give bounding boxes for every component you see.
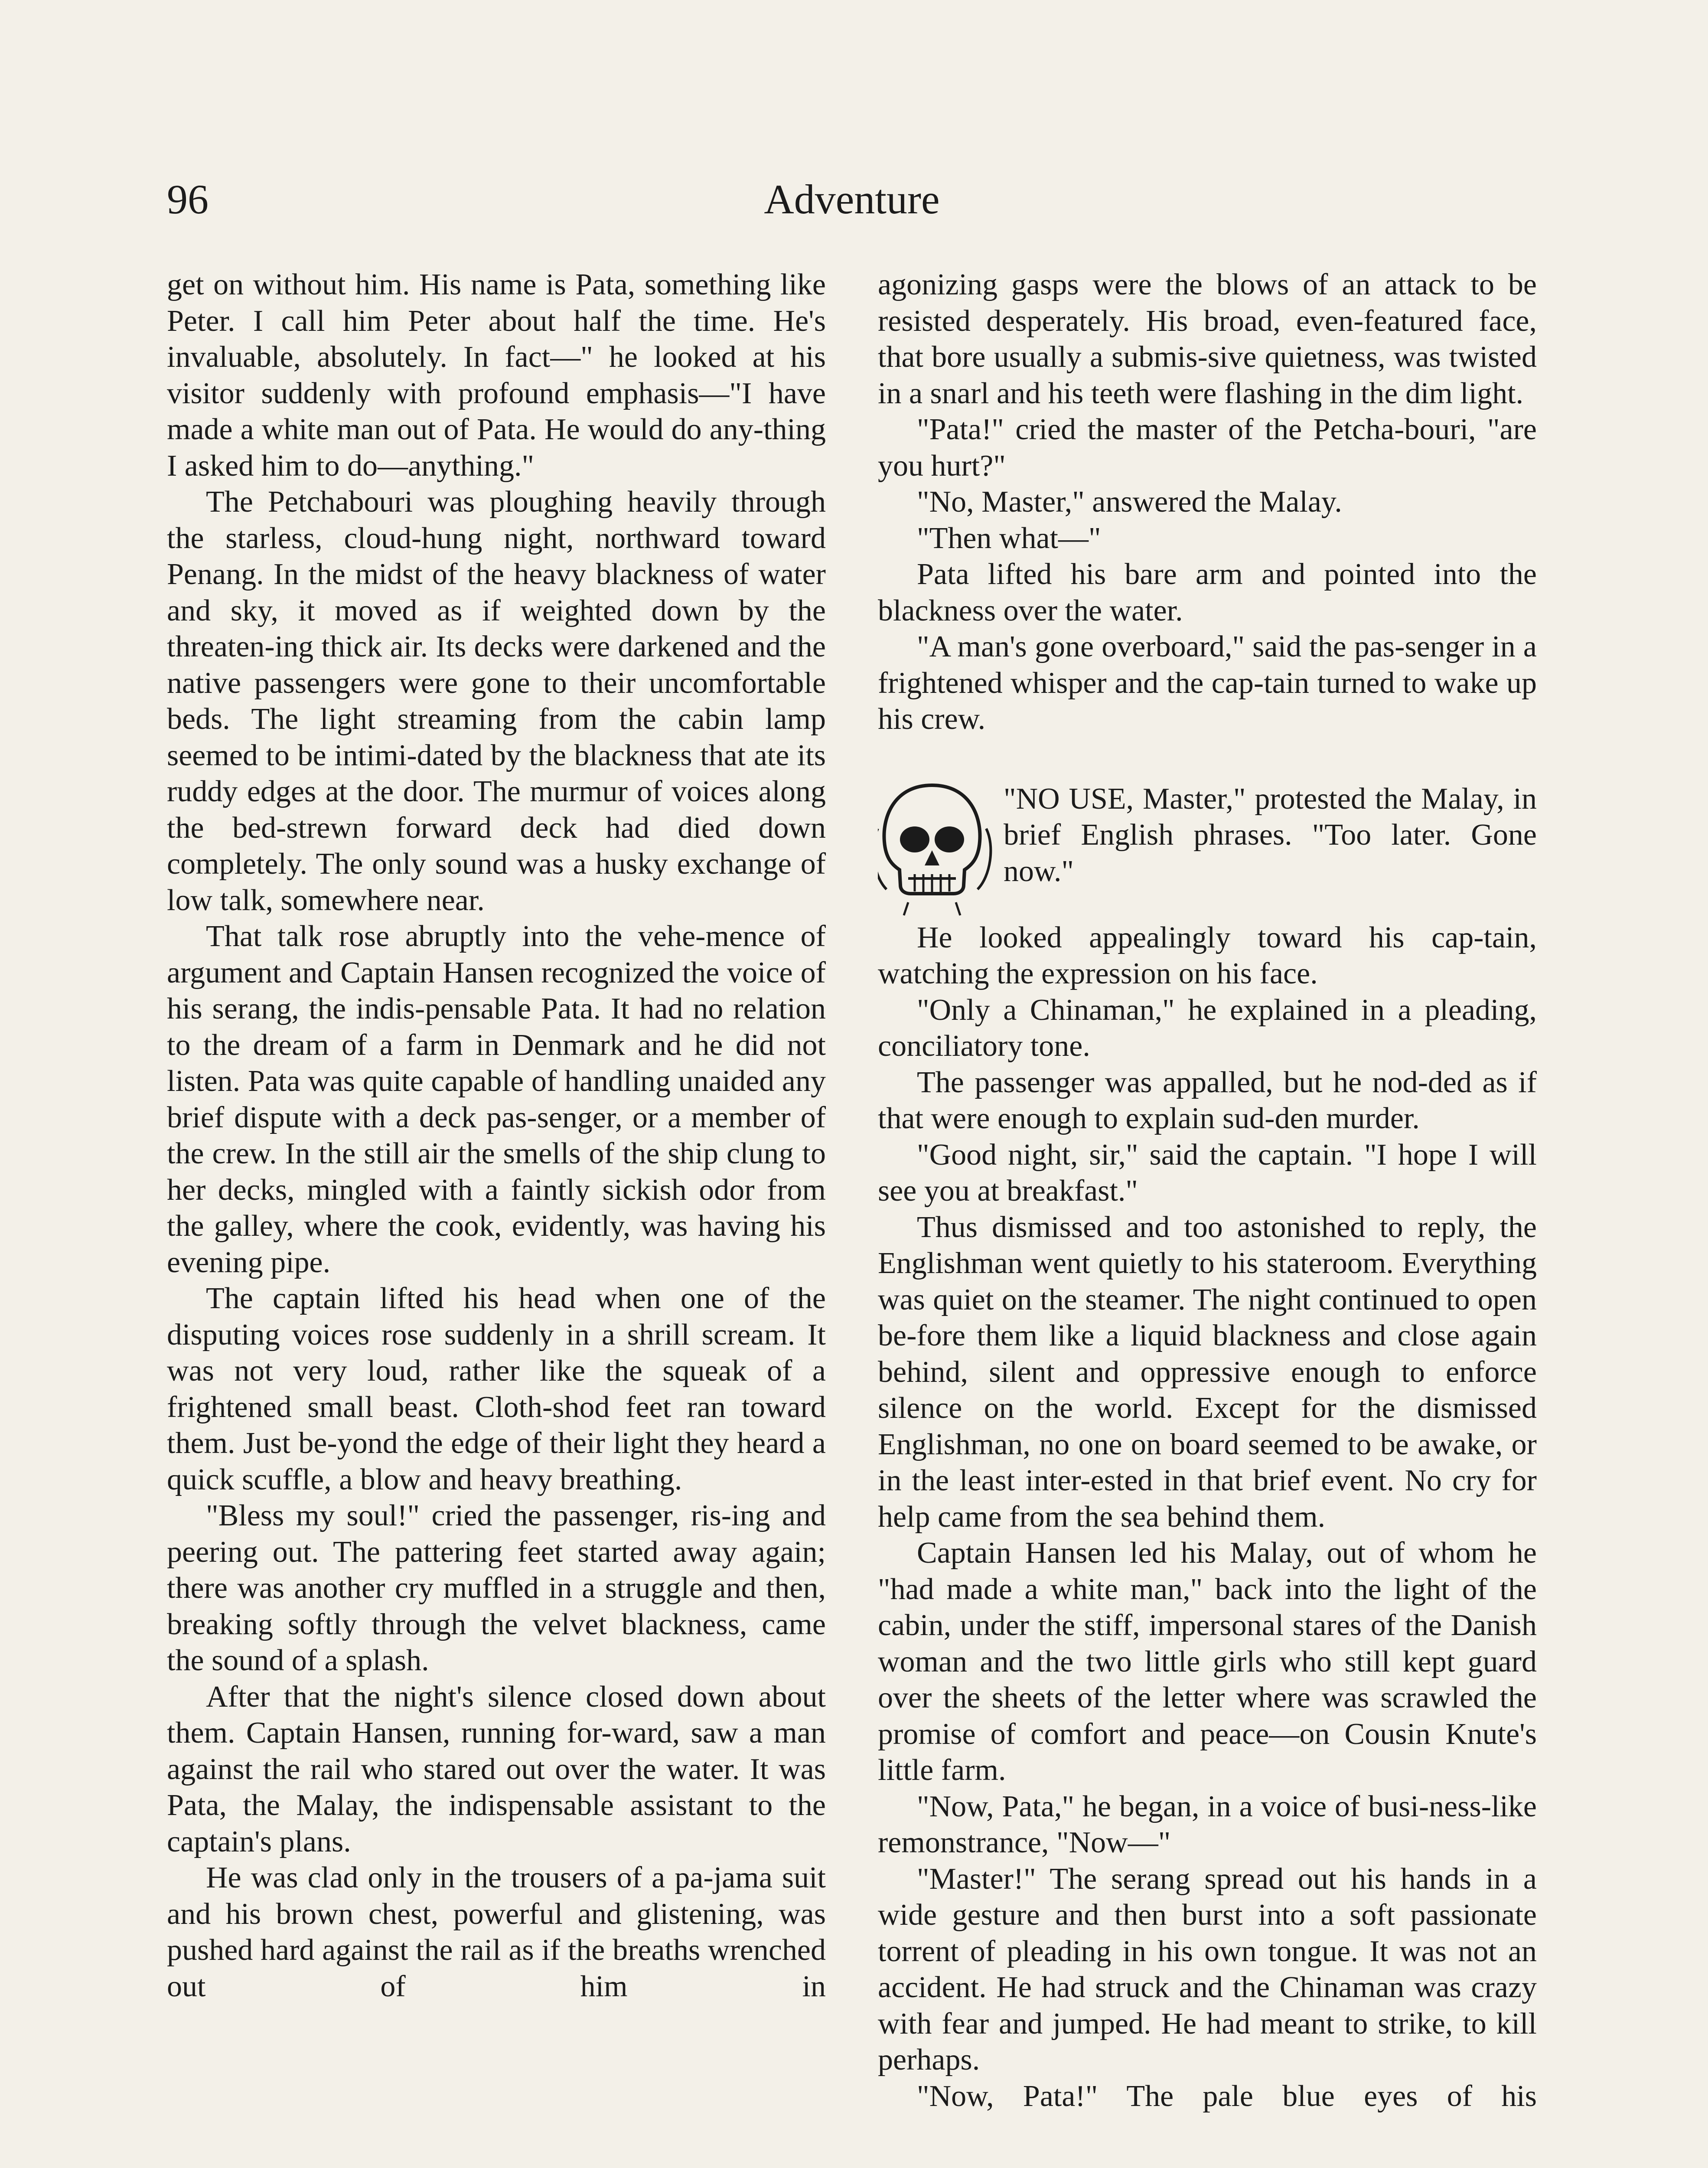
running-title: Adventure xyxy=(764,176,940,222)
paragraph: Pata lifted his bare arm and pointed into the blackness over the water. xyxy=(878,558,1537,627)
paragraph: "Then what—" xyxy=(917,521,1101,555)
paragraph: agonizing gasps were the blows of an attack to be resisted desperately. His broad, even-featured face, that bore usually a submis-sive quietness, was twisted in a snarl and his teeth were flashing in the dim light. xyxy=(878,268,1537,410)
page-number: 96 xyxy=(167,176,209,222)
right-column xyxy=(878,267,1537,2114)
paragraph: "Only a Chinaman," he explained in a pleading, conciliatory tone. xyxy=(878,993,1537,1063)
paragraph: The Petchabouri was ploughing heavily through the starless, cloud-hung night, northward toward Penang. In the midst of the heavy blackness of water and sky, it moved as if weighted down by the threaten-ing thick air. Its decks were darkened and the native passengers were gone to their uncomfortable beds. The light streaming from the cabin lamp seemed to be intimi-dated by the blackness that ate its ruddy edges at the door. The murmur of voices along the bed-strewn forward deck had died down completely. The only sound was a husky exchange of low talk, somewhere near. xyxy=(167,485,826,917)
paragraph: "Pata!" cried the master of the Petcha-bouri, "are you hurt?" xyxy=(878,413,1537,483)
paragraph: "A man's gone overboard," said the pas-senger in a frightened whisper and the cap-tain turned to wake up his crew. xyxy=(878,630,1537,736)
paragraph: "Bless my soul!" cried the passenger, ris-ing and peering out. The pattering feet started away again; there was another cry muffled in a struggle and then, breaking softly through the velvet blackness, came the sound of a splash. xyxy=(167,1499,826,1677)
paragraph: get on without him. His name is Pata, something like Peter. I call him Peter about half the time. He's invaluable, absolutely. In fact—" he looked at his visitor suddenly with profound emphasis—"I have made a white man out of Pata. He would do any-thing I asked him to do—anything." xyxy=(167,268,826,483)
paragraph: He looked appealingly toward his cap-tain, watching the expression on his face. xyxy=(878,921,1537,990)
paragraph: He was clad only in the trousers of a pa-jama suit and his brown chest, powerful and glistening, was pushed hard against the rail as if the breaths wrenched out of him in xyxy=(167,1861,826,2003)
section-break-block xyxy=(878,781,1537,920)
paragraph: "Good night, sir," said the captain. "I hope I will see you at breakfast." xyxy=(878,1138,1537,1208)
paragraph: "Now, Pata!" The pale blue eyes of his xyxy=(917,2079,1537,2113)
paragraph: The captain lifted his head when one of the disputing voices rose suddenly in a shrill scream. It was not very loud, rather like the squeak of a frightened small beast. Cloth-shod feet ran toward them. Just be-yond the edge of their light they heard a quick scuffle, a blow and heavy breathing. xyxy=(167,1282,826,1496)
paragraph: "NO USE, Master," protested the Malay, in brief English phrases. "Too later. Gone now." xyxy=(1004,782,1537,888)
skull-icon xyxy=(878,781,995,920)
paragraph: "No, Master," answered the Malay. xyxy=(917,485,1342,519)
left-column xyxy=(167,267,826,2005)
paragraph: Captain Hansen led his Malay, out of whom he "had made a white man," back into the light of the cabin, under the stiff, impersonal stares of the Danish woman and the two little girls who still kept guard over the sheets of the letter where was scrawled the promise of comfort and peace—on Cousin Knute's little farm. xyxy=(878,1536,1537,1787)
paragraph: Thus dismissed and too astonished to reply, the Englishman went quietly to his stateroom. Everything was quiet on the steamer. The night continued to open be-fore them like a liquid blackness and close again behind, silent and oppressive enough to enforce silence on the world. Except for the dismissed Englishman, no one on board seemed to be awake, or in the least inter-ested in that brief event. No cry for help came from the sea behind them. xyxy=(878,1210,1537,1534)
paragraph: "Master!" The serang spread out his hands in a wide gesture and then burst into a soft passionate torrent of pleading in his own tongue. It was not an accident. He had struck and the Chinaman was crazy with fear and jumped. He had meant to strike, to kill perhaps. xyxy=(878,1862,1537,2077)
paragraph: After that the night's silence closed down about them. Captain Hansen, running for-ward, saw a man against the rail who stared out over the water. It was Pata, the Malay, the indispensable assistant to the captain's plans. xyxy=(167,1680,826,1858)
paragraph: That talk rose abruptly into the vehe-mence of argument and Captain Hansen recognized the voice of his serang, the indis-pensable Pata. It had no relation to the dream of a farm in Denmark and he did not listen. Pata was quite capable of handling unaided any brief dispute with a deck pas-senger, or a member of the crew. In the still air the smells of the ship clung to her decks, mingled with a faintly sickish odor from the galley, where the cook, evidently, was having his evening pipe. xyxy=(167,920,826,1279)
paragraph: The passenger was appalled, but he nod-ded as if that were enough to explain sud-den murder. xyxy=(878,1065,1537,1135)
page-header xyxy=(167,165,1537,234)
paragraph: "Now, Pata," he began, in a voice of busi-ness-like remonstrance, "Now—" xyxy=(878,1789,1537,1859)
